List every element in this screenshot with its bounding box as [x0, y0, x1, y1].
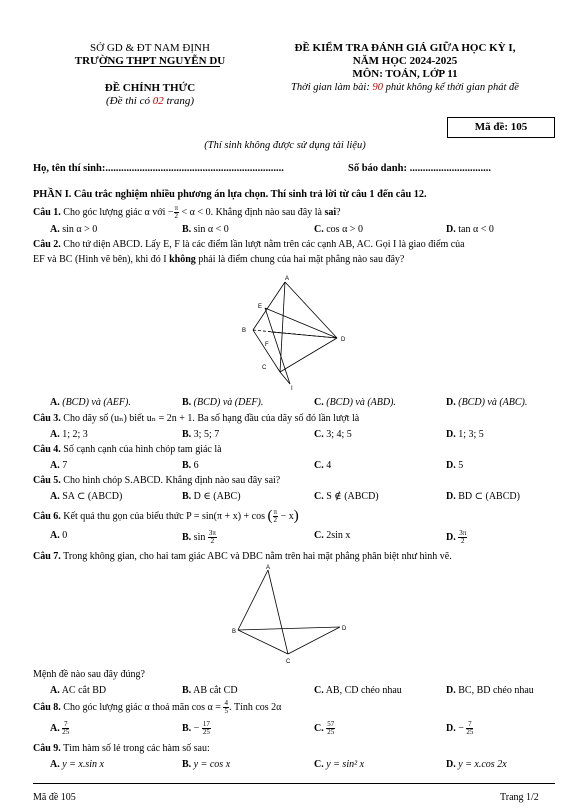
point-i-label: I — [291, 386, 293, 392]
student-name-line: Họ, tên thí sinh:.................................................................... — [33, 163, 284, 174]
point-f-label: F — [265, 342, 269, 348]
subject: MÔN: TOÁN, LỚP 11 — [352, 68, 458, 80]
question-9: Câu 9. Tìm hàm số lẻ trong các hàm số sau: — [33, 743, 210, 754]
option-d[interactable]: D. tan α < 0 — [446, 224, 494, 235]
exam-code-box: Mã đề: 105 — [447, 117, 555, 138]
point-a-label: A — [266, 565, 271, 571]
question-7: Câu 7. Trong không gian, cho hai tam giác ABC và DBC nằm trên hai mặt phẳng phân biệt như hình vẽ. — [33, 551, 452, 562]
exam-title: ĐỀ KIỂM TRA ĐÁNH GIÁ GIỮA HỌC KỲ I, — [294, 42, 516, 54]
school-underline — [100, 66, 220, 67]
option-c[interactable]: C. cos α > 0 — [314, 224, 363, 235]
question-8: Câu 8. Cho góc lượng giác α thoả mãn cos α = $\frac{4}{5}$ . Tính cos 2α — [33, 699, 282, 715]
part-1-heading: PHẦN I. Câu trắc nghiệm nhiều phương án lựa chọn. Thí sinh trả lời từ câu 1 đến câu 12. — [33, 189, 427, 200]
option-d[interactable]: D. 1; 3; 5 — [446, 429, 484, 440]
option-c[interactable]: C. (BCD) và (ABD). — [314, 397, 396, 408]
option-b[interactable]: B. sin $\frac{3\pi}{2}$ — [182, 529, 216, 545]
point-d-label: D — [341, 337, 346, 343]
option-b[interactable]: B. AB cắt CD — [182, 685, 238, 696]
option-d[interactable]: D. y = x.cos 2x — [446, 759, 507, 770]
option-b[interactable]: B. D ∈ (ABC) — [182, 491, 241, 502]
option-c[interactable]: C. AB, CD chéo nhau — [314, 685, 402, 696]
footer-exam-code: Mã đề 105 — [33, 792, 76, 803]
two-triangles-figure — [228, 562, 353, 667]
question-7-prompt: Mệnh đề nào sau đây đúng? — [33, 669, 145, 680]
option-d[interactable]: D. $\frac{3\pi}{2}$ — [446, 529, 467, 545]
option-b[interactable]: B. y = cos x — [182, 759, 231, 770]
footer-page-number: Trang 1/2 — [500, 792, 539, 803]
option-b[interactable]: B. sin α < 0 — [182, 224, 229, 235]
question-1: Câu 1. Cho góc lượng giác α với − $\frac{\pi}{2}$ < α < 0. Khẳng định nào sau đây là sai? — [33, 204, 341, 220]
option-d[interactable]: D. (BCD) và (ABC). — [446, 397, 528, 408]
option-b[interactable]: B. 6 — [182, 460, 199, 471]
point-c-label: C — [262, 365, 267, 371]
school-year: NĂM HỌC 2024-2025 — [352, 55, 458, 67]
option-a[interactable]: A. $\frac{7}{25}$ — [50, 720, 70, 736]
point-a-label: A — [285, 276, 290, 282]
option-d[interactable]: D. BD ⊂ (ABCD) — [446, 491, 520, 502]
option-a[interactable]: A. SA ⊂ (ABCD) — [50, 491, 123, 502]
tetrahedron-figure — [225, 272, 355, 392]
option-c[interactable]: C. 4 — [314, 460, 332, 471]
option-d[interactable]: D. BC, BD chéo nhau — [446, 685, 534, 696]
question-5: Câu 5. Cho hình chóp S.ABCD. Khẳng định nào sau đây sai? — [33, 475, 281, 486]
page-count: (Đề thi có 02 trang) — [106, 95, 194, 107]
question-2: Câu 2. Cho tứ diện ABCD. Lấy E, F là các điểm lần lượt nằm trên các cạnh AB, AC. Gọi I là giao điểm của — [33, 239, 465, 250]
option-b[interactable]: B. − $\frac{17}{25}$ — [182, 720, 210, 736]
point-e-label: E — [258, 304, 263, 310]
option-d[interactable]: D. 5 — [446, 460, 464, 471]
notice: (Thí sinh không được sử dụng tài liệu) — [204, 140, 366, 151]
option-c[interactable]: C. y = sin² x — [314, 759, 365, 770]
time-limit: Thời gian làm bài: 90 phút không kể thời gian phát đề — [291, 82, 519, 93]
option-b[interactable]: B. 3; 5; 7 — [182, 429, 220, 440]
option-c[interactable]: C. 3; 4; 5 — [314, 429, 352, 440]
option-d[interactable]: D. − $\frac{7}{25}$ — [446, 720, 474, 736]
option-a[interactable]: A. 7 — [50, 460, 68, 471]
option-a[interactable]: A. 0 — [50, 530, 68, 541]
point-b-label: B — [232, 629, 237, 635]
option-c[interactable]: C. $\frac{57}{25}$ — [314, 720, 335, 736]
question-2-line-2: EF và BC (Hình vẽ bên), khi đó I không phải là điểm chung của hai mặt phẳng nào sau đây? — [33, 254, 405, 265]
footer-rule — [33, 783, 555, 784]
option-a[interactable]: A. y = x.sin x — [50, 759, 104, 770]
option-c[interactable]: C. 2sin x — [314, 530, 351, 541]
point-b-label: B — [242, 328, 247, 334]
option-c[interactable]: C. S ∉ (ABCD) — [314, 491, 379, 502]
student-id-line: Số báo danh: ............................... — [348, 163, 491, 174]
official-label: ĐỀ CHÍNH THỨC — [104, 82, 196, 94]
point-c-label: C — [286, 659, 291, 665]
department-name: SỞ GD & ĐT NAM ĐỊNH — [90, 42, 210, 54]
option-b[interactable]: B. (BCD) và (DEF). — [182, 397, 264, 408]
option-a[interactable]: A. 1; 2; 3 — [50, 429, 88, 440]
option-a[interactable]: A. sin α > 0 — [50, 224, 98, 235]
question-6: Câu 6. Kết quả thu gọn của biểu thức P = sin(π + x) + cos ( $\frac{\pi}{2}$ − x) — [33, 508, 299, 524]
option-a[interactable]: A. (BCD) và (AEF). — [50, 397, 131, 408]
school-name: TRƯỜNG THPT NGUYỄN DU — [74, 55, 226, 67]
point-d-label: D — [342, 626, 347, 632]
question-3: Câu 3. Cho dãy số (uₙ) biết uₙ = 2n + 1. Ba số hạng đầu của dãy số đó lần lượt là — [33, 413, 360, 424]
option-a[interactable]: A. AC cắt BD — [50, 685, 107, 696]
question-4: Câu 4. Số cạnh cạnh của hình chóp tam giác là — [33, 444, 222, 455]
